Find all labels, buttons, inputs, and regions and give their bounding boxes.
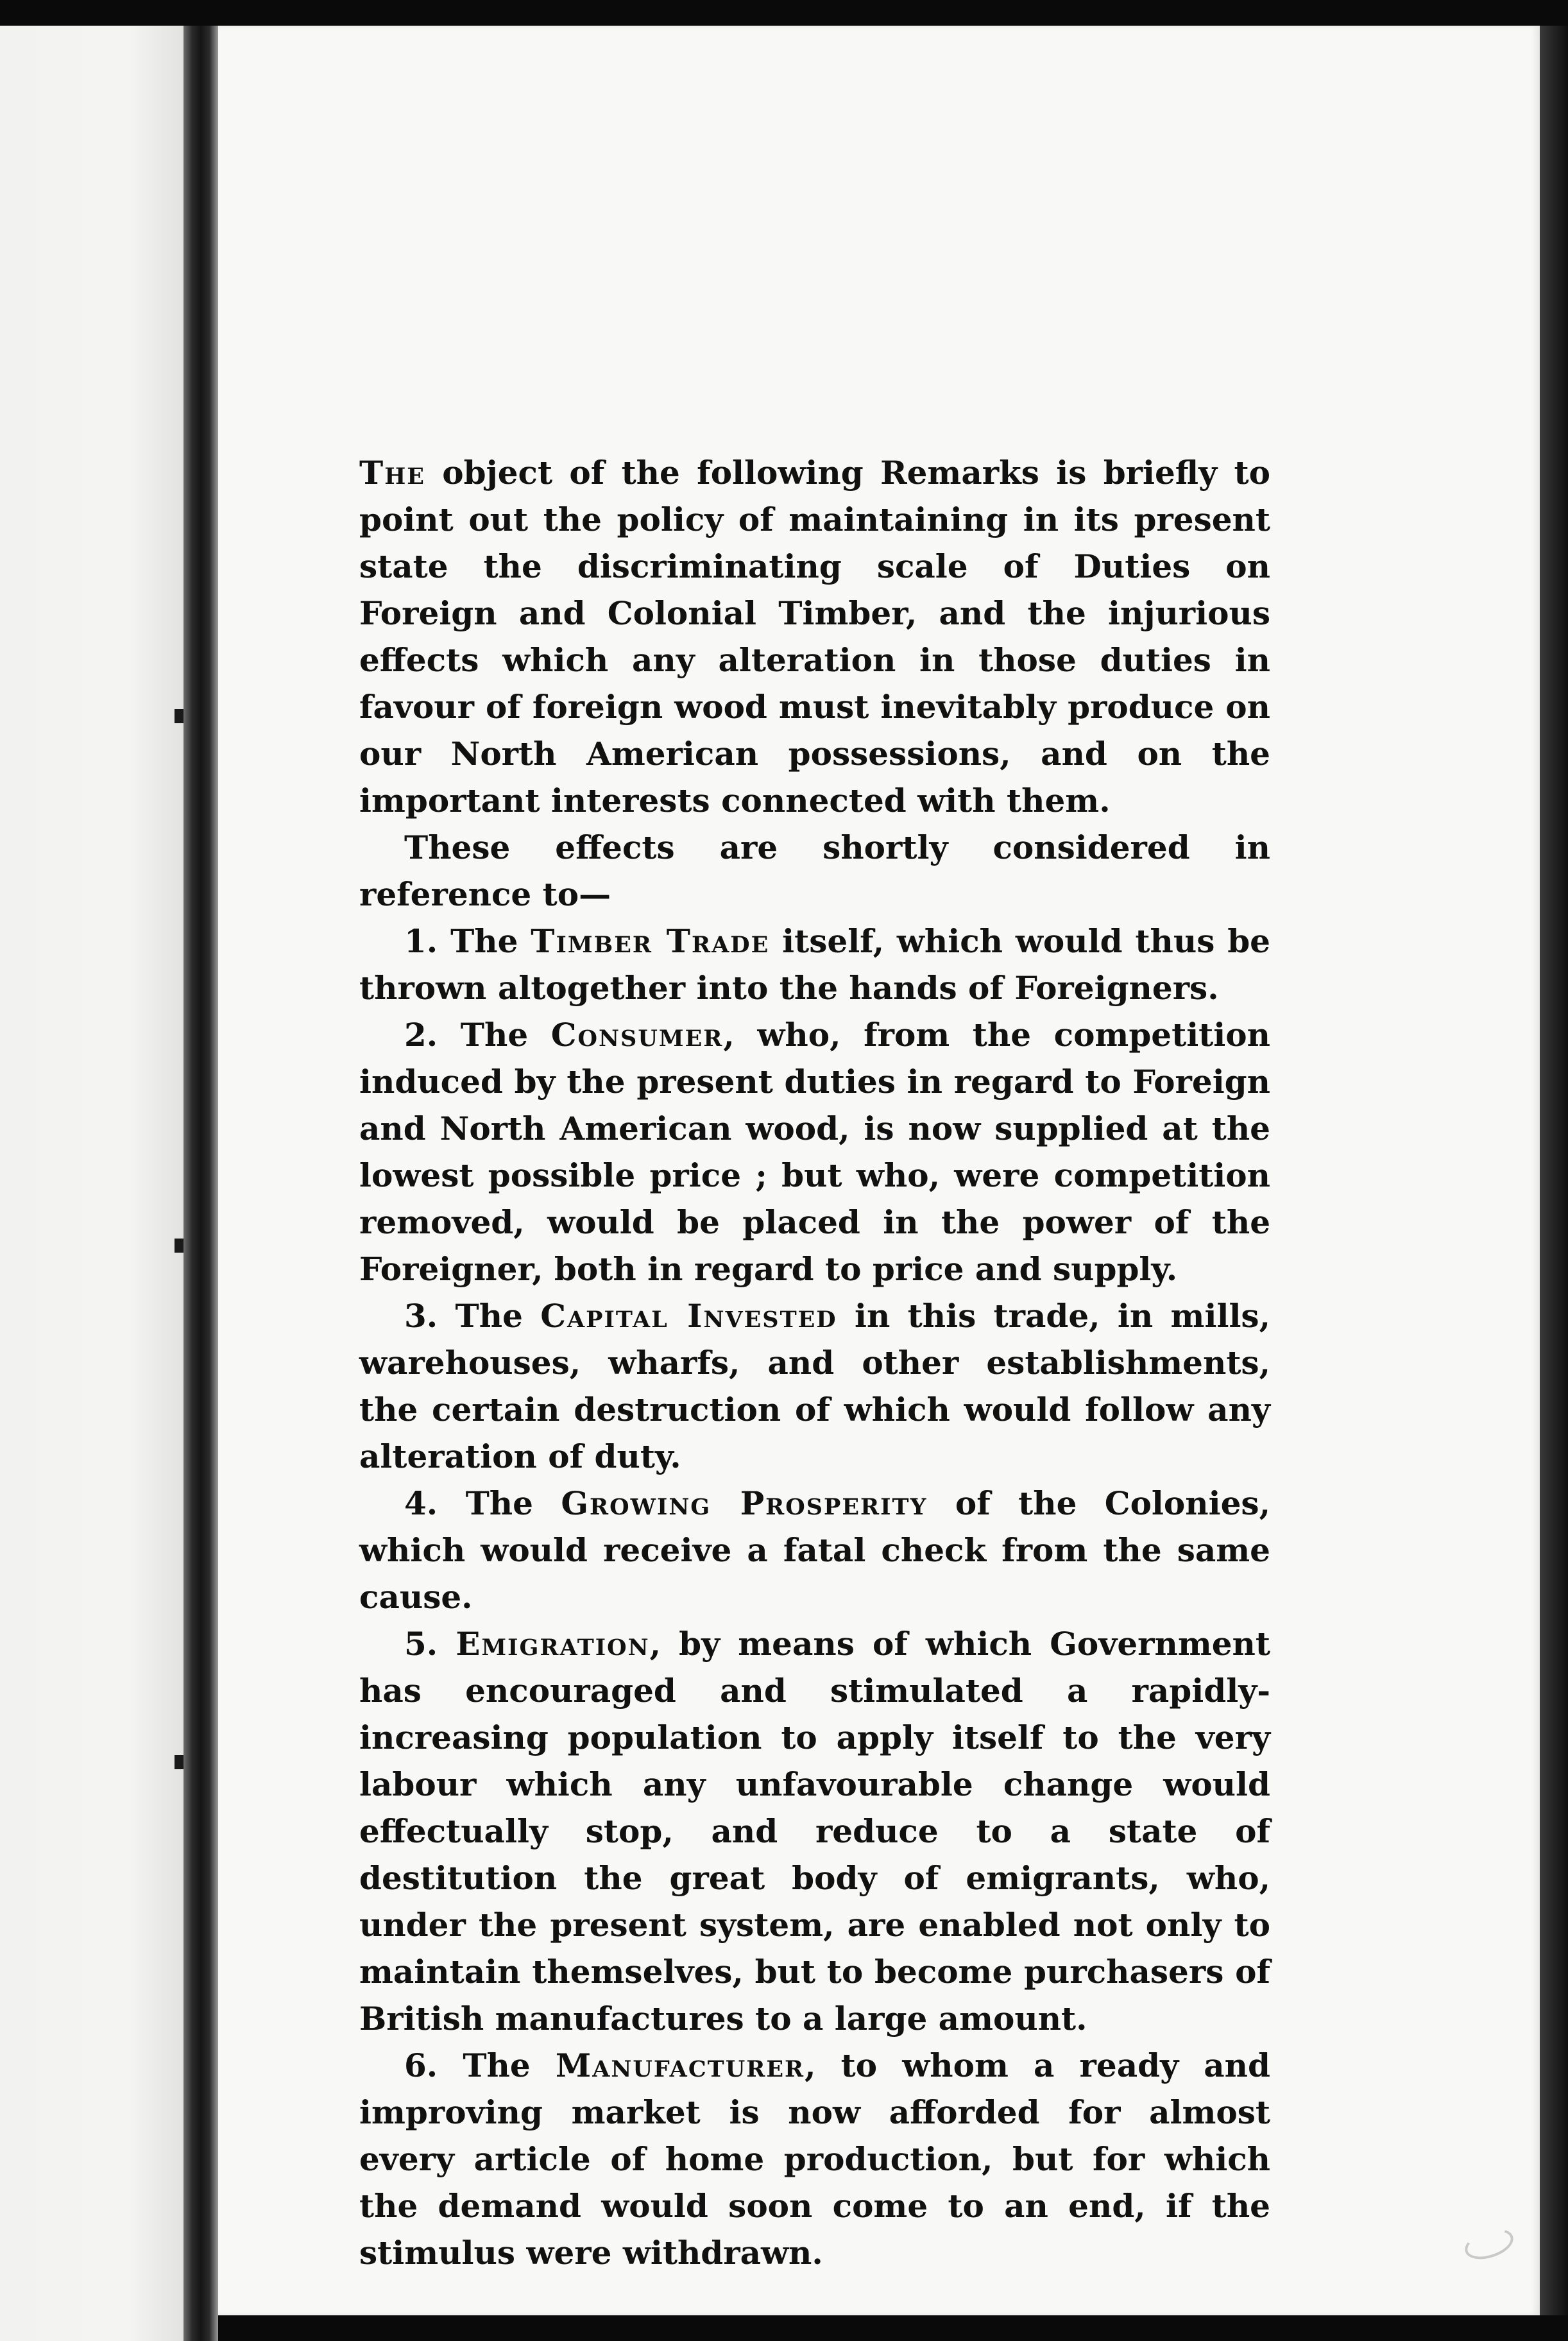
list-item [359, 2042, 1270, 2276]
ink-smudge [1461, 2224, 1517, 2265]
lead-in-paragraph: These effects are shortly considered in reference to— [359, 828, 1270, 913]
item-heading: The [465, 1484, 533, 1522]
intro-paragraph [359, 449, 1270, 824]
item-heading: The [463, 2046, 531, 2084]
list-item [359, 1011, 1270, 1292]
body-text [359, 449, 1270, 2276]
item-term: Emigration [456, 1625, 650, 1663]
item-term: Growing Prosperity [561, 1484, 928, 1522]
right-page-edge [1540, 26, 1568, 2341]
list-item [359, 1292, 1270, 1480]
item-text: in this trade, in mills, warehouses, wharfs, and other establishments, the certain destruction of which would follow any alteration of duty. [359, 1297, 1270, 1475]
scan-top-border [0, 0, 1568, 26]
item-number: 2. [404, 1016, 438, 1054]
list-item [359, 918, 1270, 1011]
list-item [359, 1480, 1270, 1620]
item-text: , to whom a ready and improving market is now afforded for almost every article of home production, but for which the demand would soon come to an end, if the stimulus were withdrawn. [359, 2046, 1270, 2272]
item-number: 5. [404, 1625, 438, 1663]
item-text: , who, from the competition induced by the present duties in regard to Foreign and North American wood, is now supplied at the lowest possible price ; but who, were competition removed, would be placed in the power of the Foreigner, both in regard to price and supply. [359, 1016, 1270, 1288]
item-term: Consumer [550, 1016, 724, 1054]
item-text: of the Colonies, which would receive a fatal check from the same cause. [359, 1484, 1270, 1616]
item-number: 3. [404, 1297, 438, 1335]
left-page-edge [0, 26, 183, 2341]
item-text: , by means of which Government has encouraged and stimulated a rapidly-increasing population to apply itself to the very labour which any unfavourable change would effectually stop, and reduce to a state of destitution the great body of emigrants, who, under the present system, are enabled not only to maintain themselves, but to become purchasers of British manufactures to a large amount. [359, 1625, 1270, 2037]
scan-bottom-border [218, 2315, 1568, 2341]
item-number: 1. [404, 922, 438, 960]
intro-lead-word: The [359, 454, 425, 492]
list-item [359, 1620, 1270, 2042]
item-term: Capital Invested [540, 1297, 837, 1335]
item-number: 6. [404, 2046, 438, 2084]
book-gutter [183, 26, 218, 2341]
item-term: Timber Trade [531, 922, 770, 960]
item-heading: The [455, 1297, 523, 1335]
item-heading: The [460, 1016, 529, 1054]
item-number: 4. [404, 1484, 438, 1522]
item-term: Manufacturer [555, 2046, 805, 2084]
intro-text: object of the following Remarks is briefly to point out the policy of maintaining in its present state the discriminating scale of Duties on Foreign and Colonial Timber, and the injurious effects which any alteration in those duties in favour of foreign wood must inevitably produce on our North American possessions, and on the important interests connected with them. [359, 454, 1270, 819]
item-text: itself, which would thus be thrown altogether into the hands of Foreigners. [359, 922, 1270, 1007]
item-heading: The [450, 922, 518, 960]
